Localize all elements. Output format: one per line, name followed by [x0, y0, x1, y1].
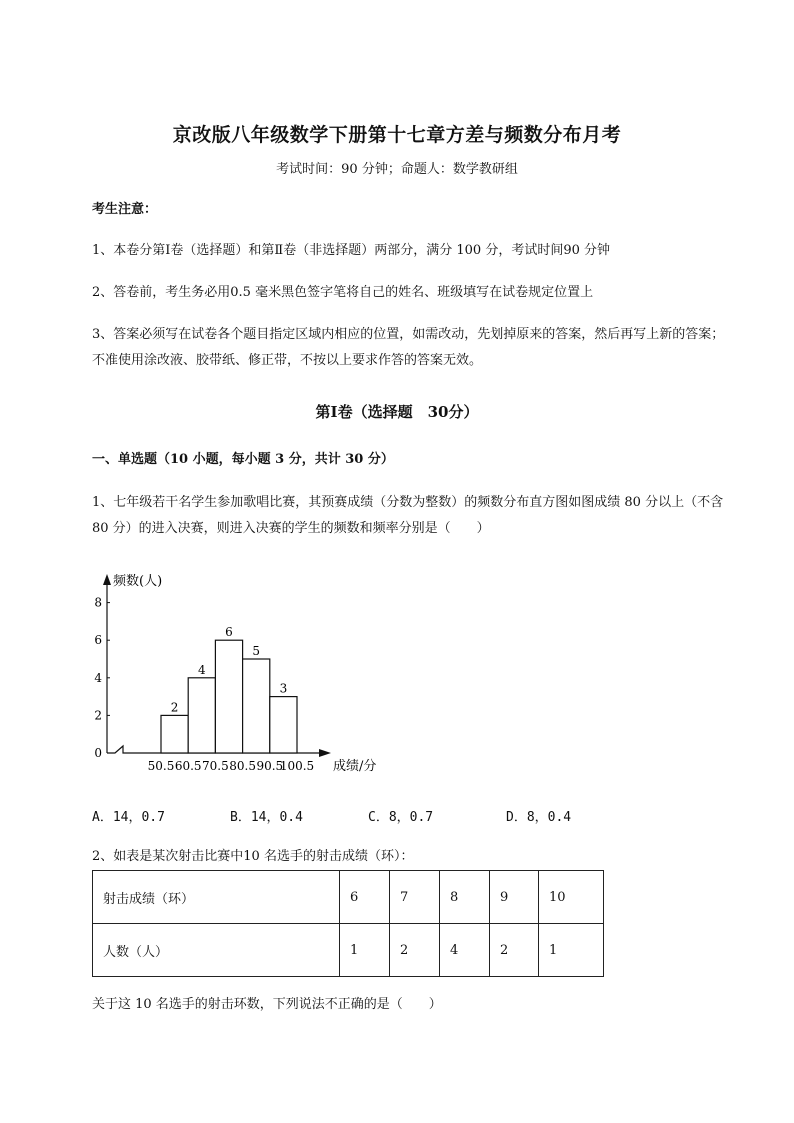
question-2-prompt: 关于这 10 名选手的射击环数，下列说法不正确的是（ ） — [92, 997, 442, 1012]
x-tick-label: 60.5 — [174, 759, 202, 773]
table-cell: 9 — [490, 871, 539, 924]
table-cell: 8 — [440, 871, 490, 924]
histogram-bar — [161, 715, 188, 753]
y-tick-label: 6 — [94, 633, 102, 648]
bar-value-label: 5 — [252, 644, 261, 658]
table-row — [93, 924, 604, 977]
table-row — [93, 871, 604, 924]
option-b[interactable]: B．14，0.4 — [230, 810, 303, 825]
y-axis-label: 频数(人) — [113, 574, 163, 589]
option-d[interactable]: D．8，0.4 — [506, 810, 572, 825]
x-tick-label: 50.5 — [147, 759, 175, 773]
notice-item-3: 3、答案必须写在试卷各个题目指定区域内相应的位置，如需改动，先划掉原来的答案，然后再写上新的答案；不准使用涂改液、胶带纸、修正带，不按以上要求作答的答案无效。 — [92, 327, 725, 368]
y-tick-label: 2 — [94, 708, 102, 723]
y-axis-arrow — [103, 574, 111, 585]
part-heading: 一、单选题（10 小题，每小题 3 分，共计 30 分） — [92, 452, 394, 467]
x-tick-label: 100.5 — [279, 759, 315, 773]
x-axis-label: 成绩/分 — [333, 759, 377, 774]
x-tick-label: 70.5 — [202, 759, 229, 773]
table-cell: 10 — [539, 871, 604, 924]
section-title: 第Ⅰ卷（选择题 30分） — [315, 403, 479, 421]
option-c[interactable]: C．8，0.7 — [368, 810, 434, 825]
table-cell: 6 — [340, 871, 390, 924]
table-cell: 7 — [390, 871, 440, 924]
x-tick-label: 80.5 — [229, 759, 256, 773]
exam-title: 京改版八年级数学下册第十七章方差与频数分布月考 — [172, 124, 622, 146]
notice-item-1: 1、本卷分第Ⅰ卷（选择题）和第Ⅱ卷（非选择题）两部分，满分 100 分，考试时间90 分钟 — [92, 243, 610, 258]
table-cell: 4 — [440, 924, 490, 977]
notice-heading: 考生注意： — [92, 202, 158, 217]
table-cell: 1 — [539, 924, 604, 977]
bar-value-label: 4 — [197, 662, 206, 677]
bar-value-label: 2 — [170, 700, 179, 715]
x-axis-arrow — [319, 749, 331, 757]
bar-value-label: 3 — [279, 681, 288, 696]
question-1-options — [92, 806, 644, 825]
option-a[interactable]: A．14，0.7 — [92, 810, 165, 825]
table-cell: 射击成绩（环） — [93, 871, 340, 924]
table-cell: 2 — [490, 924, 539, 977]
x-tick-label: 90.5 — [256, 759, 284, 773]
histogram-bar — [215, 640, 242, 753]
table-cell: 2 — [390, 924, 440, 977]
exam-subtitle: 考试时间：90 分钟；命题人：数学教研组 — [276, 162, 518, 177]
histogram-bar — [270, 697, 297, 753]
score-table — [92, 870, 604, 977]
histogram-bar — [188, 678, 215, 753]
frequency-histogram — [90, 565, 390, 780]
question-1-text: 1、七年级若干名学生参加歌唱比赛，其预赛成绩（分数为整数）的频数分布直方图如图成绩 80 分以上（不含 80 分）的进入决赛，则进入决赛的学生的频数和频率分别是（ ） — [92, 495, 724, 536]
histogram-bar — [243, 659, 270, 753]
table-cell: 1 — [340, 924, 390, 977]
table-cell: 人数（人） — [93, 924, 340, 977]
notice-item-2: 2、答卷前，考生务必用0.5 毫米黑色签字笔将自己的姓名、班级填写在试卷规定位置上 — [92, 285, 594, 300]
y-tick-label: 0 — [94, 746, 102, 760]
y-tick-label: 8 — [94, 595, 102, 610]
bar-value-label: 6 — [225, 625, 233, 640]
y-tick-label: 4 — [94, 670, 102, 685]
question-2-text: 2、如表是某次射击比赛中10 名选手的射击成绩（环）： — [92, 849, 414, 864]
